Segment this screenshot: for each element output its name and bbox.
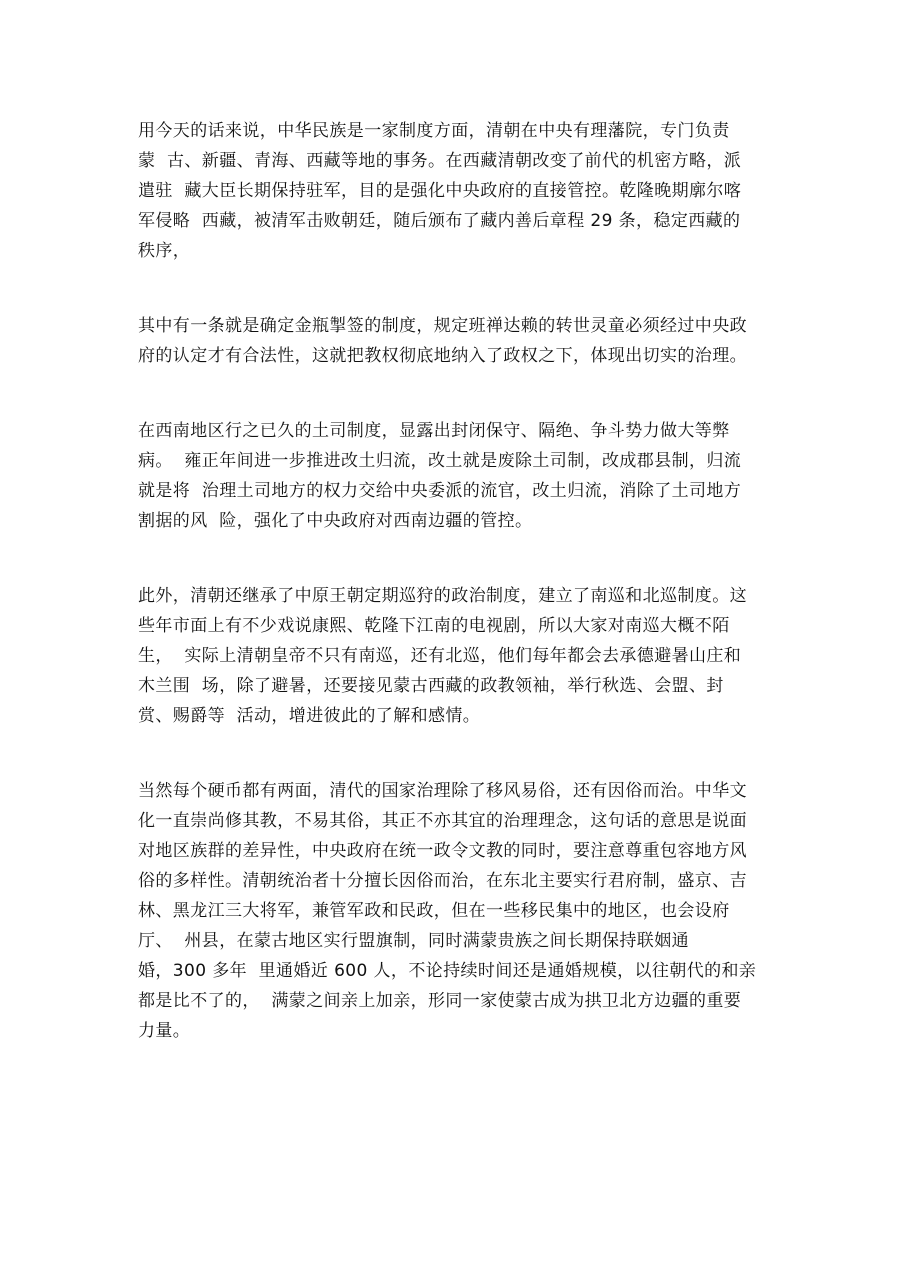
text-line: 其中有一条就是确定金瓶掣签的制度，规定班禅达赖的转世灵童必须经过中央政 — [138, 316, 747, 336]
text-line: 些年市面上有不少戏说康熙、乾隆下江南的电视剧，所以大家对南巡大概不陌 — [138, 616, 730, 636]
paragraph-golden-urn — [138, 311, 788, 371]
text-line: 当然每个硬币都有两面，清代的国家治理除了移风易俗，还有因俗而治。中华文 — [138, 781, 747, 801]
text-line: 在西南地区行之已久的土司制度，显露出封闭保守、隔绝、争斗势力做大等弊 — [138, 421, 730, 441]
text-line: 婚，300 多年 里通婚近 600 人，不论持续时间还是通婚规模，以往朝代的和亲 — [138, 961, 757, 981]
text-line: 赏、赐爵等 活动，增进彼此的了解和感情。 — [138, 706, 481, 726]
text-line: 厅、 州县，在蒙古地区实行盟旗制，同时满蒙贵族之间长期保持联姻通 — [138, 931, 690, 951]
document-body — [138, 116, 788, 1046]
paragraph-lifan-yuan — [138, 116, 788, 266]
text-line: 俗的多样性。清朝统治者十分擅长因俗而治，在东北主要实行君府制，盛京、吉 — [138, 871, 747, 891]
text-line: 府的认定才有合法性，这就把教权彻底地纳入了政权之下，体现出切实的治理。 — [138, 346, 747, 366]
text-line: 木兰围 场，除了避暑，还要接见蒙古西藏的政教领袖，举行秋选、会盟、封 — [138, 676, 724, 696]
text-line: 对地区族群的差异性，中央政府在统一政令文教的同时，要注意尊重包容地方风 — [138, 841, 747, 861]
text-line: 化一直崇尚修其教，不易其俗，其正不亦其宜的治理理念，这句话的意思是说面 — [138, 811, 747, 831]
text-line: 生， 实际上清朝皇帝不只有南巡，还有北巡，他们每年都会去承德避暑山庄和 — [138, 646, 742, 666]
text-line: 军侵略 西藏，被清军击败朝廷，随后颁布了藏内善后章程 29 条，稳定西藏的 — [138, 211, 741, 231]
paragraph-rule-by-custom — [138, 776, 788, 1046]
text-line: 割据的风 险，强化了中央政府对西南边疆的管控。 — [138, 511, 533, 531]
paragraph-tusi-system — [138, 416, 788, 536]
text-line: 就是将 治理土司地方的权力交给中央委派的流官，改土归流，消除了土司地方 — [138, 481, 742, 501]
text-line: 林、黑龙江三大将军，兼管军政和民政，但在一些移民集中的地区，也会设府 — [138, 901, 730, 921]
text-line: 用今天的话来说，中华民族是一家制度方面，清朝在中央有理藩院，专门负责 — [138, 121, 730, 141]
text-line: 此外，清朝还继承了中原王朝定期巡狩的政治制度，建立了南巡和北巡制度。这 — [138, 586, 747, 606]
text-line: 蒙 古、新疆、青海、西藏等地的事务。在西藏清朝改变了前代的机密方略，派 — [138, 151, 742, 171]
text-line: 力量。 — [138, 1021, 191, 1041]
text-line: 病。 雍正年间进一步推进改土归流，改土就是废除土司制，改成郡县制，归流 — [138, 451, 742, 471]
text-line: 秩序， — [138, 241, 191, 261]
text-line: 遣驻 藏大臣长期保持驻军，目的是强化中央政府的直接管控。乾隆晚期廓尔喀 — [138, 181, 742, 201]
paragraph-imperial-tours — [138, 581, 788, 731]
text-line: 都是比不了的， 满蒙之间亲上加亲，形同一家使蒙古成为拱卫北方边疆的重要 — [138, 991, 742, 1011]
